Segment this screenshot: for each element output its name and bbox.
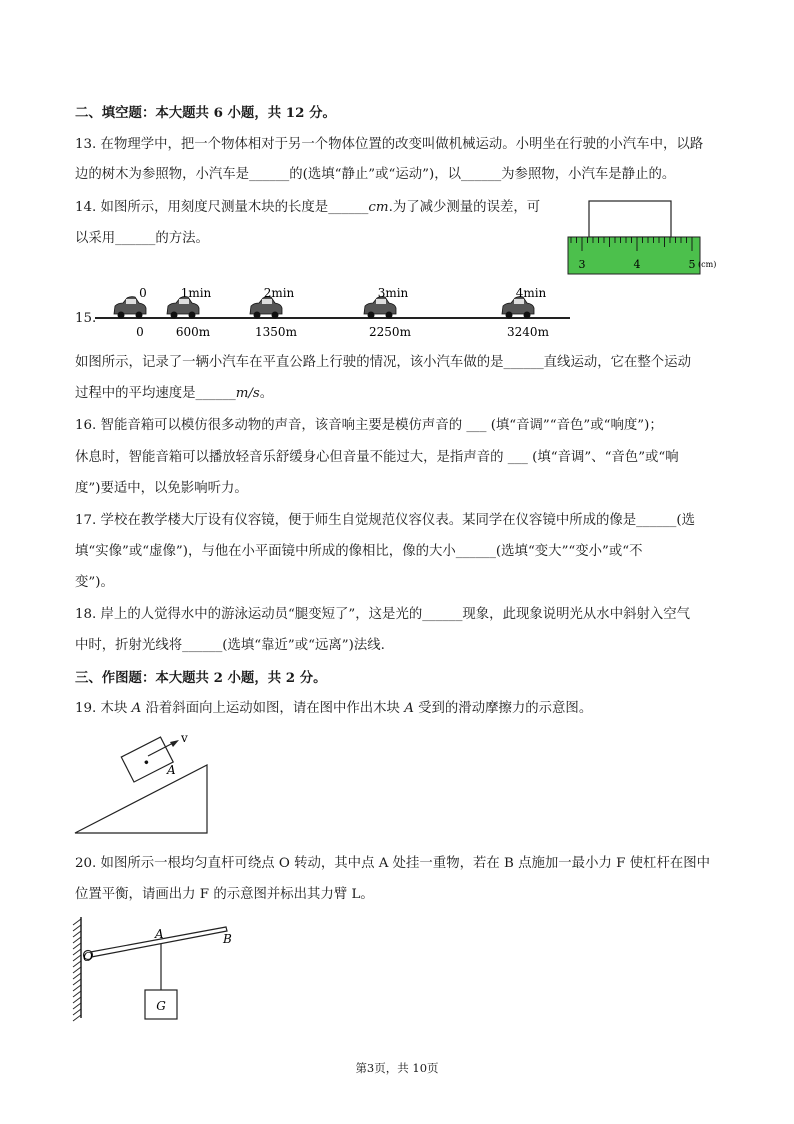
question-14-unit: cm — [368, 200, 389, 215]
velocity-arrowhead — [170, 740, 179, 747]
velocity-label: v — [181, 731, 188, 745]
question-13-line-1: 13. 在物理学中，把一个物体相对于另一个物体位置的改变叫做机械运动。小明坐在行驶的小汽车中，以路 — [75, 137, 704, 152]
time-label: 1min — [180, 286, 212, 300]
question-15-text-b: 。 — [259, 386, 274, 401]
question-19-var-a2: A — [404, 701, 414, 716]
question-13-line-2: 边的树木为参照物，小汽车是______的(选填“静止”或“运动”)，以______为参照物，小汽车是静止的。 — [75, 167, 676, 182]
question-15-line-1: 如图所示，记录了一辆小汽车在平直公路上行驶的情况，该小汽车做的是______直线运动，它在整个运动 — [75, 355, 691, 370]
lever-figure — [68, 915, 248, 1025]
question-20-line-2: 位置平衡，请画出力 F 的示意图并标出其力臂 L。 — [75, 887, 374, 902]
question-17-line-2: 填“实像”或“虚像”)，与他在小平面镜中所成的像相比，像的大小______(选填“变大”“变小”或“不 — [75, 544, 643, 559]
hatch-line — [73, 979, 81, 985]
time-label: 0 — [139, 286, 147, 300]
hatch-line — [73, 997, 81, 1003]
hatch-line — [73, 985, 81, 991]
question-19-text — [75, 700, 592, 718]
hatch-line — [73, 991, 81, 997]
question-14-line-2: 以采用______的方法。 — [75, 231, 209, 246]
label-o: O — [83, 950, 93, 964]
label-b: B — [223, 932, 232, 946]
question-14-text-a: 14. 如图所示，用刻度尺测量木块的长度是______ — [75, 200, 369, 215]
ruler-label-5: 5 — [688, 258, 696, 271]
hatch-line — [73, 925, 81, 931]
label-a: A — [155, 927, 164, 941]
question-16-line-2: 休息时，智能音箱可以播放轻音乐舒缓身心但音量不能过大，是指声音的 ___ (填“音调”、“音色”或“响 — [75, 450, 679, 465]
hatch-line — [73, 973, 81, 979]
question-19-text-b: 沿着斜面向上运动如图，请在图中作出木块 — [141, 701, 405, 716]
hatch-line — [73, 943, 81, 949]
distance-label: 3240m — [507, 325, 549, 339]
question-17-line-3: 变”)。 — [75, 575, 114, 590]
incline-figure — [72, 730, 232, 840]
time-label: 4min — [515, 286, 547, 300]
hatch-line — [73, 1003, 81, 1009]
hatch-line — [73, 1009, 81, 1015]
question-16-line-1: 16. 智能音箱可以模仿很多动物的声音，该音响主要是模仿声音的 ___ (填“音调”“音色”或“响度”)； — [75, 418, 663, 433]
hatch-line — [73, 919, 81, 925]
ruler-unit: (cm) — [698, 260, 717, 269]
wall-hatch — [73, 919, 81, 1021]
question-14-text-b: .为了减少测量的误差，可 — [388, 200, 541, 215]
question-15-text-a: 过程中的平均速度是______ — [75, 386, 236, 401]
question-18-line-1: 18. 岸上的人觉得水中的游泳运动员“腿变短了”，这是光的______现象，此现象说明光从水中斜射入空气 — [75, 607, 691, 622]
hatch-line — [73, 949, 81, 955]
hatch-line — [73, 937, 81, 943]
hatch-line — [73, 961, 81, 967]
hatch-line — [73, 931, 81, 937]
ruler-label-4: 4 — [633, 258, 641, 271]
question-14-line-1 — [75, 199, 540, 217]
distance-label: 2250m — [369, 325, 411, 339]
distance-label: 0 — [136, 325, 144, 339]
hatch-line — [73, 955, 81, 961]
section-heading-drawing: 三、作图题：本大题共 2 小题，共 2 分。 — [75, 670, 327, 686]
hatch-line — [73, 967, 81, 973]
block-label-a: A — [167, 763, 176, 777]
ruler-figure — [565, 198, 715, 278]
section-heading-fill-blank: 二、填空题：本大题共 6 小题，共 12 分。 — [75, 105, 336, 121]
car-motion-figure — [95, 284, 595, 344]
question-17-line-1: 17. 学校在教学楼大厅设有仪容镜，便于师生自觉规范仪容仪表。某同学在仪容镜中所成的像是______(选 — [75, 513, 695, 528]
block-a — [121, 737, 173, 782]
question-18-line-2: 中时，折射光线将______(选填“靠近”或“远离”)法线. — [75, 638, 385, 653]
question-15-number: 15. — [75, 311, 97, 326]
label-g: G — [156, 999, 166, 1013]
page-footer: 第3页，共 10页 — [355, 1061, 439, 1075]
distance-label: 600m — [175, 325, 211, 339]
question-15-unit: m/s — [235, 386, 260, 401]
hatch-line — [73, 1015, 81, 1021]
question-19-text-a: 19. 木块 — [75, 701, 132, 716]
distance-label: 1350m — [255, 325, 297, 339]
question-19-var-a: A — [131, 701, 142, 716]
time-label: 3min — [377, 286, 409, 300]
time-label: 2min — [263, 286, 295, 300]
ruler-label-3: 3 — [578, 258, 586, 271]
wooden-block — [589, 201, 671, 237]
question-19-text-c: 受到的滑动摩擦力的示意图。 — [413, 701, 593, 716]
question-20-line-1: 20. 如图所示一根均匀直杆可绕点 O 转动，其中点 A 处挂一重物，若在 B 点施加一最小力 F 使杠杆在图中 — [75, 856, 711, 871]
question-15-line-2 — [75, 385, 273, 403]
question-16-line-3: 度”)要适中，以免影响听力。 — [75, 481, 248, 496]
